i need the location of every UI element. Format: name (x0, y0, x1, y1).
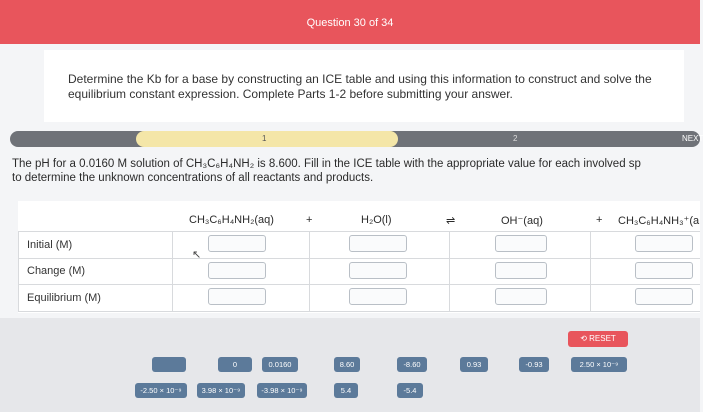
row-divider (18, 311, 700, 312)
mouse-cursor-icon: ↖ (192, 249, 202, 261)
column-header-water: H₂O(l) (361, 214, 392, 226)
ice-table (18, 201, 700, 313)
column-divider (172, 231, 173, 311)
answer-tile[interactable]: -8.60 (397, 357, 427, 372)
initial-conjugate-acid-input[interactable] (635, 235, 693, 252)
answer-tile[interactable] (152, 357, 186, 372)
column-divider (590, 231, 591, 311)
reset-label: RESET (589, 334, 616, 343)
answer-tile[interactable]: 0 (218, 357, 252, 372)
row-divider (18, 231, 700, 232)
equilibrium-water-input[interactable] (349, 288, 407, 305)
undo-icon: ⟲ (580, 334, 590, 343)
equilibrium-base-input[interactable] (208, 288, 266, 305)
row-label-equilibrium: Equilibrium (M) (27, 292, 101, 304)
initial-hydroxide-input[interactable] (495, 235, 547, 252)
row-label-change: Change (M) (27, 265, 86, 277)
problem-statement (12, 157, 700, 185)
top-header (0, 0, 700, 44)
part-1-segment[interactable] (136, 131, 398, 147)
answer-tile[interactable]: 0.93 (460, 357, 488, 372)
answer-tile[interactable]: -0.93 (519, 357, 549, 372)
answer-tile[interactable]: 0.0160 (262, 357, 298, 372)
column-divider (449, 231, 450, 311)
change-hydroxide-input[interactable] (495, 262, 547, 279)
instruction-text: Determine the Kb for a base by constructing an ICE table and using this information to construct and solve the equilibrium constant expression. Complete Parts 1-2 before submitting your answer. (68, 72, 652, 101)
part-1-label: 1 (262, 134, 267, 143)
change-base-input[interactable] (208, 262, 266, 279)
instruction-card (44, 50, 684, 122)
equilibrium-conjugate-acid-input[interactable] (635, 288, 693, 305)
answer-tile[interactable]: -2.50 × 10⁻⁹ (135, 383, 187, 398)
equilibrium-hydroxide-input[interactable] (495, 288, 547, 305)
part-2-label[interactable]: 2 (513, 134, 518, 143)
part-progress-bar (10, 131, 703, 147)
plus-sign: + (596, 214, 603, 226)
problem-text: The pH for a 0.0160 M solution of CH₃C₆H₄NH₂ is 8.600. Fill in the ICE table with the appropriate value for each involved sp to determine the unknown concentrations of all reactants and products. (12, 158, 641, 184)
column-header-base: CH₃C₆H₄NH₂(aq) (189, 214, 274, 226)
initial-base-input[interactable] (208, 235, 266, 252)
initial-water-input[interactable] (349, 235, 407, 252)
column-divider (18, 231, 19, 311)
answer-tile[interactable]: -3.98 × 10⁻⁹ (257, 383, 307, 398)
row-divider (18, 258, 700, 259)
answer-tile[interactable]: 5.4 (334, 383, 358, 398)
answer-tile[interactable]: 2.50 × 10⁻⁹ (571, 357, 627, 372)
next-button[interactable]: NEXT (682, 134, 703, 143)
row-divider (18, 284, 700, 285)
answer-tile[interactable]: -5.4 (397, 383, 423, 398)
plus-sign: + (306, 214, 313, 226)
column-header-hydroxide: OH⁻(aq) (501, 215, 543, 227)
change-water-input[interactable] (349, 262, 407, 279)
answer-tile[interactable]: 3.98 × 10⁻⁹ (197, 383, 245, 398)
column-header-conjugate-acid: CH₃C₆H₄NH₃⁺(a (618, 215, 700, 227)
column-divider (309, 231, 310, 311)
change-conjugate-acid-input[interactable] (635, 262, 693, 279)
reset-button[interactable] (568, 331, 628, 347)
equilibrium-arrow-icon: ⇌ (446, 215, 456, 227)
question-counter: Question 30 of 34 (306, 17, 394, 29)
answer-tile[interactable]: 8.60 (334, 357, 360, 372)
row-label-initial: Initial (M) (27, 239, 73, 251)
